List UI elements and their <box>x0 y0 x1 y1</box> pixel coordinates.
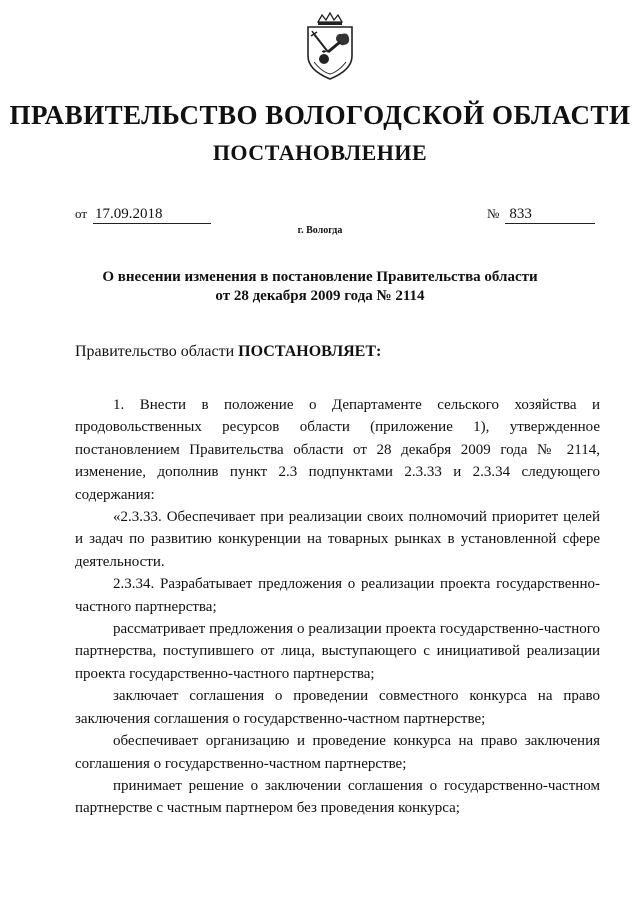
subject-line-1: О внесении изменения в постановление Правительства области <box>102 269 538 285</box>
decree-prefix: Правительство области <box>75 343 235 360</box>
decree-line <box>75 343 381 361</box>
paragraph: 2.3.34. Разрабатывает предложения о реализации проекта государственно-частного партнерства; <box>75 576 600 615</box>
paragraph: 1. Внести в положение о Департаменте сельского хозяйства и продовольственных ресурсов области (приложение 1), утвержденное постановлением Правительства области от 28 декабря 2009 года № 2114, изменение, дополнив пункт 2.3 подпунктами 2.3.33 и 2.3.34 следующего содержания: <box>75 397 600 503</box>
date-value: 17.09.2018 <box>93 206 211 224</box>
subject-line-2: от 28 декабря 2009 года № 2114 <box>215 288 425 304</box>
government-title: ПРАВИТЕЛЬСТВО ВОЛОГОДСКОЙ ОБЛАСТИ <box>9 100 631 130</box>
number-field <box>487 206 595 224</box>
paragraph: рассматривает предложения о реализации проекта государственно-частного партнерства, поступившего от лица, выступающего с инициативой реализации проекта государственно-частного партнерства; <box>75 621 600 682</box>
date-prefix: от <box>75 206 88 221</box>
coat-of-arms-icon <box>300 12 360 82</box>
number-prefix: № <box>487 206 500 221</box>
decree-verb: ПОСТАНОВЛЯЕТ: <box>238 343 382 360</box>
paragraph: «2.3.33. Обеспечивает при реализации своих полномочий приоритет целей и задач по развитию конкуренции на товарных рынках в установленной сфере деятельности. <box>75 509 600 570</box>
paragraph: обеспечивает организацию и проведение конкурса на право заключения соглашения о государственно-частном партнерстве; <box>75 733 600 772</box>
document-subject <box>0 268 640 306</box>
document-type: ПОСТАНОВЛЕНИЕ <box>212 140 428 165</box>
paragraph: заключает соглашения о проведении совместного конкурса на право заключения соглашения о государственно-частном партнерстве; <box>75 688 600 727</box>
document-body <box>75 394 600 820</box>
paragraph: принимает решение о заключении соглашения о государственно-частном партнерстве с частным партнером без проведения конкурса; <box>75 777 600 817</box>
city-label: г. Вологда <box>297 225 343 236</box>
date-field <box>75 206 211 224</box>
number-value: 833 <box>505 206 595 224</box>
